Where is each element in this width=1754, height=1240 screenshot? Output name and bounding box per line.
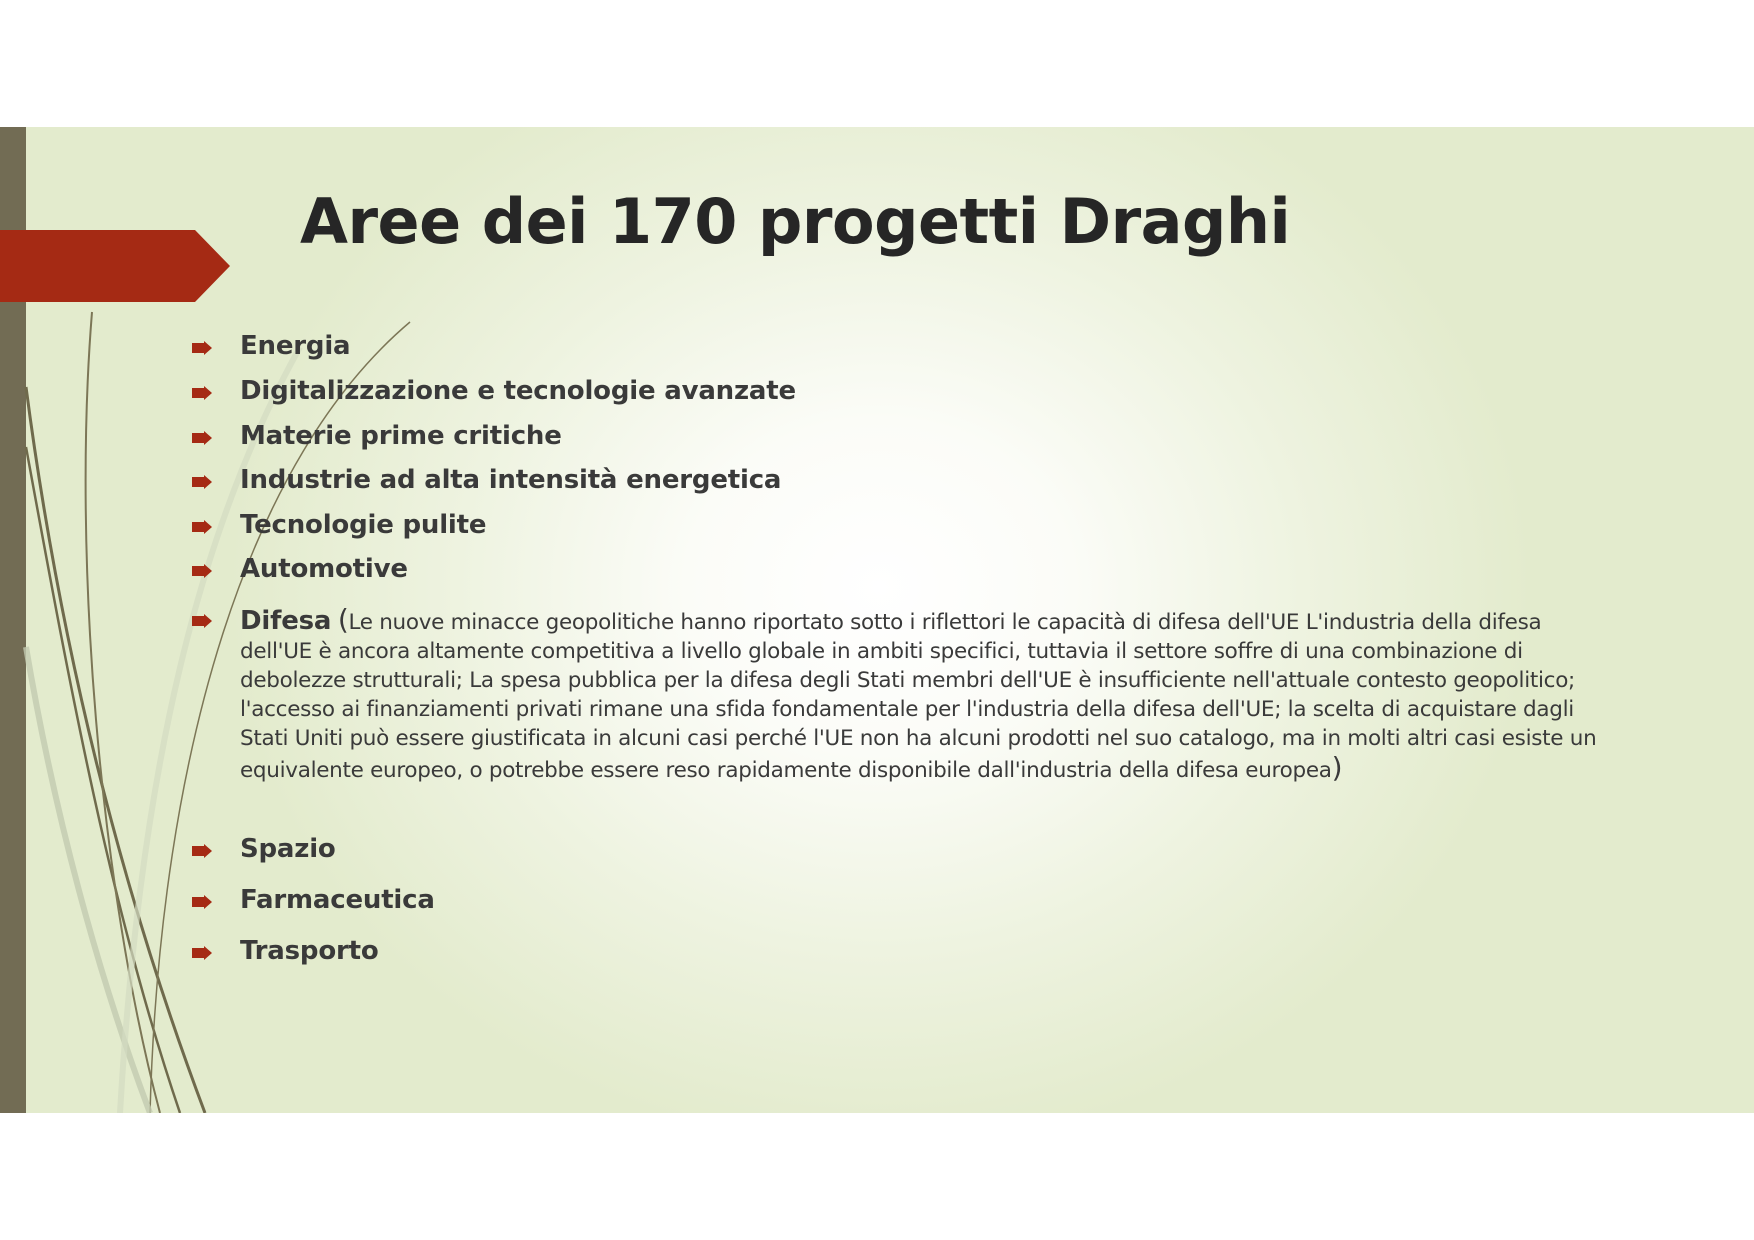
item-label: Tecnologie pulite — [240, 510, 487, 540]
item-label: Digitalizzazione e tecnologie avanzate — [240, 376, 796, 406]
slide-title: Aree dei 170 progetti Draghi — [300, 185, 1291, 258]
arrow-bullet-icon — [192, 431, 212, 445]
item-label: Materie prime critiche — [240, 421, 562, 451]
bullet-list — [0, 127, 1754, 1113]
item-label: Difesa — [240, 606, 332, 636]
list-item-trasporto — [240, 936, 1610, 966]
list-item-industrie — [240, 465, 1610, 495]
arrow-bullet-icon — [192, 895, 212, 909]
arrow-bullet-icon — [192, 386, 212, 400]
list-item-farmaceutica — [240, 885, 1610, 915]
list-item-difesa — [240, 605, 1610, 785]
paren-close: ) — [1331, 751, 1343, 784]
slide — [0, 127, 1754, 1113]
arrow-bullet-icon — [192, 520, 212, 534]
item-label: Industrie ad alta intensità energetica — [240, 465, 782, 495]
arrow-bullet-icon — [192, 475, 212, 489]
item-label: Energia — [240, 331, 351, 361]
item-label: Automotive — [240, 554, 408, 584]
list-item-digitalizzazione — [240, 376, 1610, 406]
arrow-bullet-icon — [192, 614, 212, 628]
arrow-bullet-icon — [192, 564, 212, 578]
item-label: Trasporto — [240, 936, 379, 966]
paren-open: ( — [337, 603, 349, 636]
arrow-bullet-icon — [192, 946, 212, 960]
arrow-bullet-icon — [192, 844, 212, 858]
list-item-materie-prime — [240, 421, 1610, 451]
item-label: Spazio — [240, 834, 336, 864]
list-item-automotive — [240, 554, 1610, 584]
list-item-energia — [240, 331, 1610, 361]
item-description: Le nuove minacce geopolitiche hanno riportato sotto i riflettori le capacità di difesa dell'UE L'industria della difesa dell'UE è ancora altamente competitiva a livello globale in ambiti specifici, tuttavia il settore soffre di una combinazione di debolezze strutturali; La spesa pubblica per la difesa degli Stati membri dell'UE è insufficiente nell'attuale contesto geopolitico; l'accesso ai finanziamenti privati rimane una sfida fondamentale per l'industria della difesa dell'UE; la scelta di acquistare dagli Stati Uniti può essere giustificata in alcuni casi perché l'UE non ha alcuni prodotti nel suo catalogo, ma in molti altri casi esiste un equivalente europeo, o potrebbe essere reso rapidamente disponibile dall'industria della difesa europea — [240, 610, 1597, 783]
list-item-spazio — [240, 834, 1610, 864]
arrow-bullet-icon — [192, 341, 212, 355]
item-label: Farmaceutica — [240, 885, 435, 915]
list-item-tecnologie-pulite — [240, 510, 1610, 540]
